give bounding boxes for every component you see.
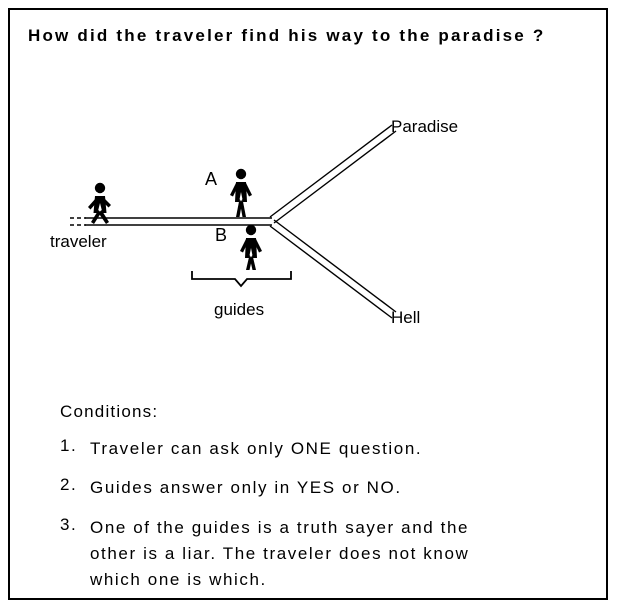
condition-item-2 <box>60 475 580 501</box>
diagram-frame <box>8 8 608 600</box>
page-title: How did the traveler find his way to the paradise ? <box>28 26 546 45</box>
guide-a-icon <box>230 169 252 217</box>
condition-3-line-1: One of the guides is a truth sayer and the <box>90 517 470 537</box>
label-hell: Hell <box>391 308 421 327</box>
puzzle-diagram <box>10 65 606 365</box>
conditions-block <box>60 402 580 607</box>
condition-3-line-3: which one is which. <box>90 570 267 590</box>
label-guide-b: B <box>215 225 228 245</box>
guide-b-icon <box>240 225 262 270</box>
guides-brace <box>192 271 291 286</box>
condition-1-text: Traveler can ask only ONE question. <box>90 439 423 458</box>
condition-2-text: Guides answer only in YES or NO. <box>90 478 402 498</box>
conditions-heading: Conditions: <box>60 402 159 421</box>
label-guides: guides <box>214 300 265 319</box>
condition-1-number: 1. <box>60 436 78 455</box>
road-hell-upper <box>274 220 396 312</box>
road-paradise-lower <box>274 131 396 223</box>
label-paradise: Paradise <box>391 117 459 136</box>
road-paradise-upper <box>270 125 392 217</box>
road-hell-lower <box>270 226 392 318</box>
label-guide-a: A <box>205 169 218 189</box>
condition-2-number: 2. <box>60 475 78 495</box>
condition-item-1 <box>60 436 580 462</box>
condition-3-text <box>90 515 580 594</box>
condition-3-line-2: other is a liar. The traveler does not know <box>90 544 470 564</box>
condition-3-number: 3. <box>60 514 78 534</box>
condition-item-3 <box>60 515 580 594</box>
label-traveler: traveler <box>50 232 107 251</box>
diagram-svg <box>10 65 606 365</box>
